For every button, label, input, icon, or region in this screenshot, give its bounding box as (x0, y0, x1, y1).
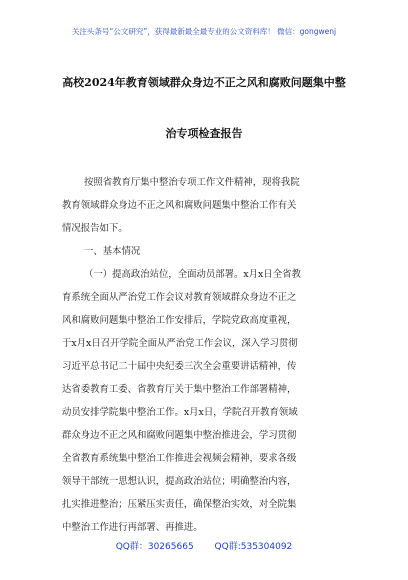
body-line: 群众身边不正之风和腐败问题集中整治推进会，学习贯彻 (62, 430, 297, 441)
body-line: 风和腐败问题集中整治工作安排后，学院党政高度重视， (62, 315, 297, 326)
body-line: 习近平总书记二十届中央纪委三次全会重要讲话精神，传 (62, 361, 297, 372)
body-line: 情况报告如下。 (62, 223, 128, 234)
body-line: 全省教育系统集中整治工作推进会视频会精神，要求各级 (62, 453, 297, 464)
header-note: 关注头条号“公文研究”，获得最新最全最专业的公文资料库！ 微信：gongwenj (71, 27, 337, 36)
section-heading: 一、基本情况 (84, 246, 141, 257)
body-line: 按照省教育厅集中整治专项工作文件精神，现将我院 (84, 177, 300, 188)
footer-contact (0, 539, 408, 552)
body-line: 扎实推进整治；压紧压实责任，确保整治实效，对全院集 (62, 499, 297, 510)
body-line: 领导干部统一思想认识，提高政治站位；明确整治内容， (62, 476, 297, 487)
body-line: 教育领域群众身边不正之风和腐败问题集中整治工作有关 (62, 200, 297, 211)
body-line: 于x月x日召开学院全面从严治党工作会议，深入学习贯彻 (62, 338, 298, 349)
footer-qq-group-2: QQ群:535304092 (214, 542, 293, 552)
body-line: 中整治工作进行再部署、再推进。 (62, 522, 203, 533)
body-line: 育系统全面从严治党工作会议对教育领域群众身边不正之 (62, 292, 297, 303)
document-title-line-2: 治专项检查报告 (165, 127, 243, 140)
body-line: 达省委教育工委、省教育厅关于集中整治工作部署精神， (62, 384, 297, 395)
body-line: 动员安排学院集中整治工作。x月x日，学院召开教育领域 (62, 407, 298, 418)
document-title-line-1: 高校2024年教育领域群众身边不正之风和腐败问题集中整 (62, 76, 346, 89)
footer-qq-group-1: QQ群：30265665 (115, 542, 194, 552)
body-line: （一）提高政治站位，全面动员部署。x月x日全省教 (84, 269, 301, 280)
